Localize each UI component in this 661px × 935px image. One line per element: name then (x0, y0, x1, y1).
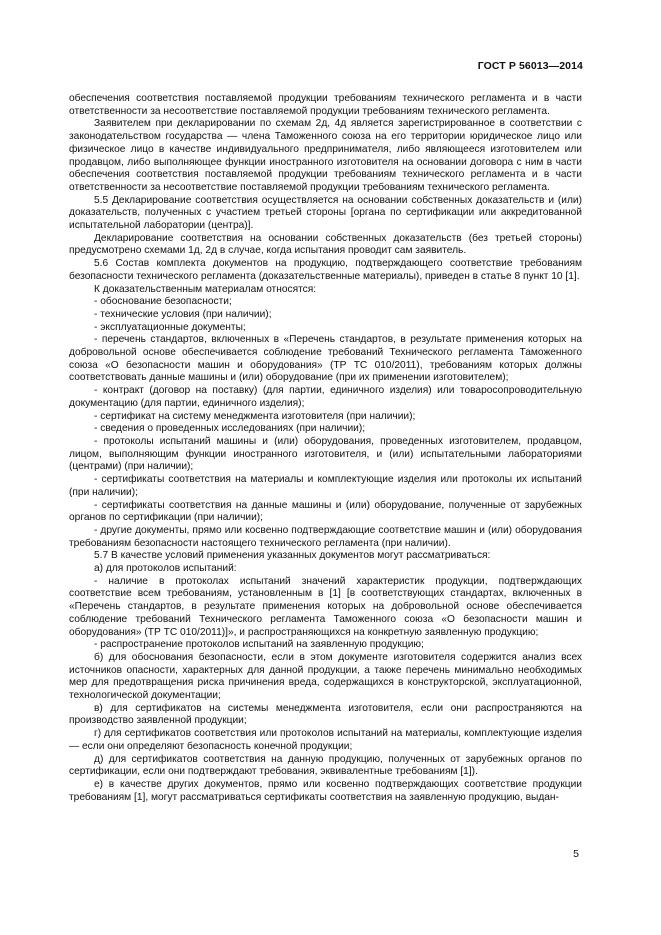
paragraph: К доказательственным материалам относятся: (94, 283, 317, 295)
paragraph: д) для сертификатов соответствия на данную продукцию, полученных от зарубежных органов по сертификации, если они подтверждают требования, эквивалентные требованиям [1]). (69, 753, 582, 778)
paragraph: - другие документы, прямо или косвенно подтверждающие соответствие машин и (или) оборудования требованиям безопасности настоящего технического регламента (при наличии). (69, 524, 582, 549)
paragraph: - сертификат на систему менеджмента изготовителя (при наличии); (94, 410, 416, 422)
page-number: 5 (573, 848, 579, 860)
paragraph: Декларирование соответствия на основании собственных доказательств (без третьей стороны) предусмотрено схемами 1д, 2д в случае, когда испытания проводит сам заявитель. (69, 232, 582, 257)
paragraph: - сертификаты соответствия на материалы и комплектующие изделия или протоколы их испытаний (при наличии); (69, 474, 582, 498)
paragraph: а) для протоколов испытаний: (94, 563, 237, 575)
paragraph: Заявителем при декларировании по схемам 2д, 4д является зарегистрированное в соответствии с законодательством государства — члена Таможенного союза на его территории юридическое лицо или физическое лицо в качестве индивидуального предпринимателя, либо являющееся изготовителем или продавцом, либо выполняющее функции иностранного изготовителя на основании договора с ним в части обеспечения соответствия поставляемой продукции требованиям технического регламента и в части ответственности за несоответствие поставляемой продукции требованиям технического регламента. (69, 118, 582, 193)
paragraph: б) для обоснования безопасности, если в этом документе изготовителя содержится анализ всех источников опасности, характерных для данной продукции, а также перечень минимально необходимых мер для предотвращения риска причинения вреда, содержащихся в конструкторской, эксплуатационной, технологической документации; (69, 651, 582, 702)
paragraph: обеспечения соответствия поставляемой продукции требованиям технического регламента и в части ответственности за несоответствие поставляемой продукции требованиям технического регламента. (69, 93, 582, 117)
paragraph: - протоколы испытаний машины и (или) оборудования, проведенных изготовителем, продавцом, лицом, выполняющим функции иностранного изготовителя, и (или) испытательными лабораториями (центрами) (при наличии); (69, 435, 582, 473)
paragraph: - эксплуатационные документы; (94, 321, 246, 333)
paragraph: - обоснование безопасности; (94, 296, 232, 308)
paragraph: - технические условия (при наличии); (94, 308, 272, 320)
paragraph: - наличие в протоколах испытаний значений характеристик продукции, подтверждающих соответствие всем требованиям, установленным в [1] [в соответствующих стандартах, включенных в «Перечень стандартов, в результате применения которых на добровольной основе обеспечивается соблюдение требований Технического регламента Таможенного союза «О безопасности машин и оборудования» (ТР ТС 010/2011)]», и распространяющихся на конкретную заявленную продукцию; (69, 575, 582, 638)
paragraph: в) для сертификатов на системы менеджмента изготовителя, если они распространяются на производство заявленной продукции; (69, 702, 582, 727)
paragraph: 5.5 Декларирование соответствия осуществляется на основании собственных доказательств и (или) доказательств, полученных с участием третьей стороны [органа по сертификации или аккредитованной испытательной лаборатории (центра)]. (69, 194, 582, 232)
paragraph: 5.7 В качестве условий применения указанных документов могут рассматриваться: (94, 550, 491, 562)
paragraph: г) для сертификатов соответствия или протоколов испытаний на материалы, комплектующие изделия — если они определяют безопасность конечной продукции; (69, 728, 582, 752)
paragraph: 5.6 Состав комплекта документов на продукцию, подтверждающего соответствие требованиям безопасности технического регламента (доказательственные материалы), приведен в статье 8 пункт 10 [1]. (69, 258, 582, 282)
document-body (69, 93, 582, 804)
paragraph: - сведения о проведенных исследованиях (при наличии); (94, 423, 366, 435)
document-code-header: ГОСТ Р 56013—2014 (477, 60, 583, 72)
paragraph: - распространение протоколов испытаний на заявленную продукцию; (94, 639, 424, 651)
paragraph: - контракт (договор на поставку) (для партии, единичного изделия) или товаросопроводительную документацию (для партии, единичного изделия); (69, 385, 582, 409)
paragraph: - перечень стандартов, включенных в «Перечень стандартов, в результате применения которых на добровольной основе обеспечивается соблюдение требований Технического регламента Таможенного союза «О безопасности машин и оборудования» (ТР ТС 010/2011), требованиям которых должны соответствовать данные машины и (или) оборудование (при их применении изготовителем); (69, 334, 582, 384)
paragraph: - сертификаты соответствия на данные машины и (или) оборудование, полученные от зарубежных органов по сертификации (при наличии); (69, 499, 582, 524)
paragraph: е) в качестве других документов, прямо или косвенно подтверждающих соответствие продукции требованиям [1], могут рассматриваться сертификаты соответствия на заявленную продукцию, выдан- (69, 778, 582, 803)
